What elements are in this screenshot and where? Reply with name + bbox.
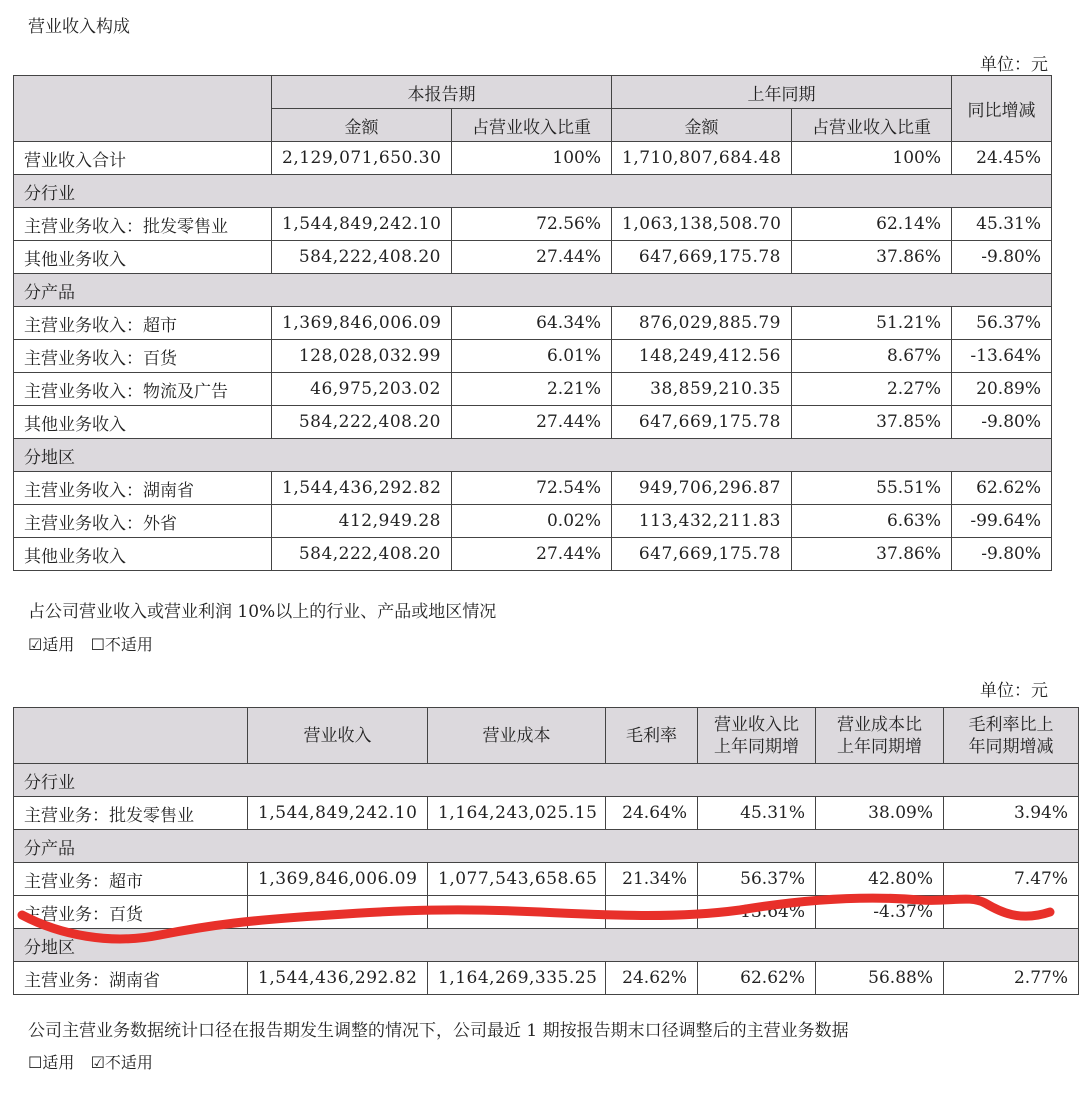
row-label: 其他业务收入: [14, 241, 272, 274]
table-row: [14, 208, 1052, 241]
table-row: [14, 896, 1079, 929]
row-label: 主营业务收入：湖南省: [14, 472, 272, 505]
header-ratio: 占营业收入比重: [452, 109, 612, 142]
margin-yoy: 3.94%: [944, 797, 1079, 830]
current-amount: 2,129,071,650.30: [272, 142, 452, 175]
last-ratio: 37.86%: [792, 241, 952, 274]
current-amount: 584,222,408.20: [272, 538, 452, 571]
cost-yoy: 42.80%: [816, 863, 944, 896]
last-ratio: 8.67%: [792, 340, 952, 373]
row-label: 主营业务收入：外省: [14, 505, 272, 538]
column-header: [698, 708, 816, 764]
current-ratio: 2.21%: [452, 373, 612, 406]
current-amount: 128,028,032.99: [272, 340, 452, 373]
margin-yoy: 2.77%: [944, 962, 1079, 995]
column-header: [606, 708, 698, 764]
category-row: 分产品: [14, 274, 1052, 307]
header-yoy: 同比增减: [952, 76, 1052, 142]
yoy-change: 45.31%: [952, 208, 1052, 241]
last-ratio: 100%: [792, 142, 952, 175]
yoy-change: 56.37%: [952, 307, 1052, 340]
revenue: 1,544,849,242.10: [248, 797, 428, 830]
checkbox-applicable[interactable]: ☐适用: [28, 1053, 75, 1072]
checkbox-applicable[interactable]: ☑适用: [28, 635, 75, 654]
revenue: 1,369,846,006.09: [248, 863, 428, 896]
note-adjustment: 公司主营业务数据统计口径在报告期发生调整的情况下，公司最近 1 期按报告期末口径调整后的主营业务数据: [28, 1021, 849, 1041]
table-row: [14, 340, 1052, 373]
header-current-period: 本报告期: [272, 76, 612, 109]
last-amount: 1,063,138,508.70: [612, 208, 792, 241]
column-header: [944, 708, 1079, 764]
current-amount: 412,949.28: [272, 505, 452, 538]
gross-margin: [606, 896, 698, 929]
last-amount: 1,710,807,684.48: [612, 142, 792, 175]
cost: 1,164,243,025.15: [428, 797, 606, 830]
column-header: [248, 708, 428, 764]
table-row: [14, 406, 1052, 439]
revenue: [248, 896, 428, 929]
row-label: 主营业务：湖南省: [14, 962, 248, 995]
unit-label: 单位：元: [980, 55, 1048, 75]
column-header-line: 营业成本比: [837, 714, 922, 735]
last-amount: 38,859,210.35: [612, 373, 792, 406]
revenue-composition-table: [13, 75, 1052, 571]
current-ratio: 27.44%: [452, 241, 612, 274]
current-amount: 1,544,436,292.82: [272, 472, 452, 505]
last-amount: 148,249,412.56: [612, 340, 792, 373]
current-amount: 584,222,408.20: [272, 241, 452, 274]
category-row: 分地区: [14, 439, 1052, 472]
row-label: 其他业务收入: [14, 538, 272, 571]
revenue-yoy: 56.37%: [698, 863, 816, 896]
applicability-choice: [28, 1050, 153, 1073]
row-label: 营业收入合计: [14, 142, 272, 175]
cost-yoy: -4.37%: [816, 896, 944, 929]
row-label: 主营业务收入：超市: [14, 307, 272, 340]
current-amount: 46,975,203.02: [272, 373, 452, 406]
table-row: [14, 307, 1052, 340]
row-label: 主营业务收入：批发零售业: [14, 208, 272, 241]
header-ratio: 占营业收入比重: [792, 109, 952, 142]
table-row: [14, 241, 1052, 274]
current-ratio: 72.54%: [452, 472, 612, 505]
column-header: [428, 708, 606, 764]
yoy-change: -9.80%: [952, 538, 1052, 571]
current-amount: 584,222,408.20: [272, 406, 452, 439]
last-ratio: 55.51%: [792, 472, 952, 505]
table-row: [14, 538, 1052, 571]
category-row: 分行业: [14, 764, 1079, 797]
last-ratio: 51.21%: [792, 307, 952, 340]
last-amount: 113,432,211.83: [612, 505, 792, 538]
table-row: [14, 797, 1079, 830]
revenue: 1,544,436,292.82: [248, 962, 428, 995]
current-ratio: 27.44%: [452, 538, 612, 571]
current-ratio: 72.56%: [452, 208, 612, 241]
row-label: 主营业务：批发零售业: [14, 797, 248, 830]
table-row: [14, 962, 1079, 995]
last-amount: 647,669,175.78: [612, 406, 792, 439]
last-ratio: 37.86%: [792, 538, 952, 571]
margin-yoy: 7.47%: [944, 863, 1079, 896]
table-row: [14, 472, 1052, 505]
column-header-line: 年同期增减: [968, 736, 1054, 757]
column-header-line: 营业收入比: [714, 714, 799, 735]
yoy-change: -9.80%: [952, 241, 1052, 274]
row-label: 主营业务：超市: [14, 863, 248, 896]
gross-margin: 21.34%: [606, 863, 698, 896]
column-header-line: 上年同期增: [714, 736, 799, 757]
category-row: 分地区: [14, 929, 1079, 962]
row-label: 主营业务：百货: [14, 896, 248, 929]
applicability-choice: [28, 632, 153, 655]
current-ratio: 6.01%: [452, 340, 612, 373]
gross-margin: 24.64%: [606, 797, 698, 830]
row-label: 主营业务收入：物流及广告: [14, 373, 272, 406]
revenue-yoy: 45.31%: [698, 797, 816, 830]
table-row: [14, 505, 1052, 538]
current-ratio: 0.02%: [452, 505, 612, 538]
cost-yoy: 38.09%: [816, 797, 944, 830]
current-ratio: 64.34%: [452, 307, 612, 340]
current-ratio: 100%: [452, 142, 612, 175]
column-header-line: 营业收入: [303, 725, 372, 746]
yoy-change: -9.80%: [952, 406, 1052, 439]
row-label: 主营业务收入：百货: [14, 340, 272, 373]
note-top10: 占公司营业收入或营业利润 10%以上的行业、产品或地区情况: [28, 602, 497, 622]
cost-yoy: 56.88%: [816, 962, 944, 995]
yoy-change: 62.62%: [952, 472, 1052, 505]
cost: [428, 896, 606, 929]
last-amount: 647,669,175.78: [612, 241, 792, 274]
header-blank: [14, 708, 248, 764]
last-ratio: 62.14%: [792, 208, 952, 241]
header-amount: 金额: [272, 109, 452, 142]
header-last-period: 上年同期: [612, 76, 952, 109]
margin-yoy: [944, 896, 1079, 929]
checkbox-not-applicable[interactable]: ☐不适用: [90, 635, 153, 654]
last-amount: 949,706,296.87: [612, 472, 792, 505]
row-label: 其他业务收入: [14, 406, 272, 439]
header-amount: 金额: [612, 109, 792, 142]
table-row: [14, 142, 1052, 175]
cost: 1,077,543,658.65: [428, 863, 606, 896]
category-row: 分产品: [14, 830, 1079, 863]
current-ratio: 27.44%: [452, 406, 612, 439]
yoy-change: 24.45%: [952, 142, 1052, 175]
last-amount: 647,669,175.78: [612, 538, 792, 571]
column-header-line: 毛利率: [626, 725, 677, 746]
last-amount: 876,029,885.79: [612, 307, 792, 340]
table-row: [14, 863, 1079, 896]
category-row: 分行业: [14, 175, 1052, 208]
last-ratio: 37.85%: [792, 406, 952, 439]
last-ratio: 6.63%: [792, 505, 952, 538]
revenue-yoy: 13.64%: [698, 896, 816, 929]
yoy-change: 20.89%: [952, 373, 1052, 406]
checkbox-not-applicable[interactable]: ☑不适用: [90, 1053, 153, 1072]
column-header: [816, 708, 944, 764]
table-row: [14, 373, 1052, 406]
last-ratio: 2.27%: [792, 373, 952, 406]
revenue-yoy: 62.62%: [698, 962, 816, 995]
column-header-line: 上年同期增: [837, 736, 922, 757]
cost: 1,164,269,335.25: [428, 962, 606, 995]
header-blank: [14, 76, 272, 142]
current-amount: 1,369,846,006.09: [272, 307, 452, 340]
yoy-change: -13.64%: [952, 340, 1052, 373]
yoy-change: -99.64%: [952, 505, 1052, 538]
gross-margin: 24.62%: [606, 962, 698, 995]
unit-label: 单位：元: [980, 681, 1048, 701]
column-header-line: 营业成本: [482, 725, 551, 746]
section-title: 营业收入构成: [28, 17, 130, 37]
current-amount: 1,544,849,242.10: [272, 208, 452, 241]
column-header-line: 毛利率比上: [968, 714, 1054, 735]
segment-table: [13, 707, 1079, 995]
